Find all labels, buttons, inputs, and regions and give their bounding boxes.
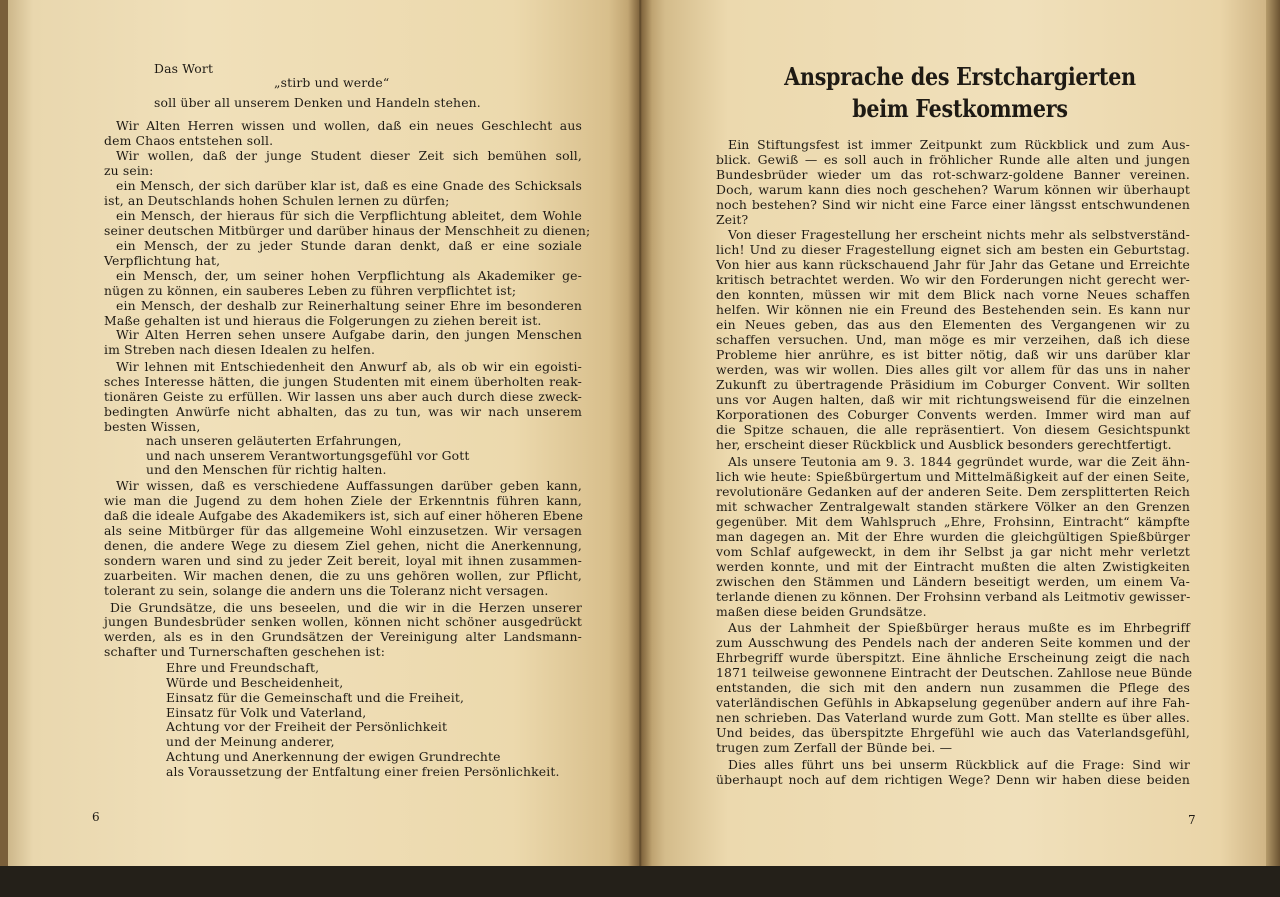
right-text-line: revolutionäre Gedanken auf der anderen Seite. Dem zersplitterten Reich [716,484,1190,499]
left-text-line: zuarbeiten. Wir machen denen, die zu uns gehören wollen, zur Pflicht, [104,568,582,583]
left-text-line: Die Grundsätze, die uns beseelen, und die wir in die Herzen unserer [110,600,582,615]
right-text-line: werden konnte, und mit der Eintracht mußten die alten Zwistigkeiten [716,559,1190,574]
right-text-line: maßen diese beiden Grundsätze. [716,604,927,619]
left-text-line: Einsatz für die Gemeinschaft und die Freiheit, [166,690,465,705]
right-text-line: lich! Und zu dieser Fragestellung eignet sich am besten ein Geburtstag. [716,242,1190,257]
left-text-line: und den Menschen für richtig halten. [146,462,387,477]
left-text-line: besten Wissen, [104,419,201,434]
right-text-line: gegenüber. Mit dem Wahlspruch „Ehre, Frohsinn, Eintracht“ kämpfte [716,514,1190,529]
right-text-line: Ehrbegriff wurde überspitzt. Eine ähnliche Erscheinung zeigt die nach [716,650,1190,665]
page-number-right: 7 [1188,813,1196,827]
right-text-line: Aus der Lahmheit der Spießbürger heraus mußte es im Ehrbegriff [728,620,1190,635]
left-text-line: Achtung vor der Freiheit der Persönlichkeit [166,719,448,734]
right-text-line: kritisch betrachtet werden. Wo wir den Forderungen nicht gerecht wer- [716,272,1190,287]
right-text-line: die Spitze schauen, die alle repräsentiert. Von diesem Gesichtspunkt [716,422,1190,437]
right-text-line: blick. Gewiß — es soll auch in fröhlicher Runde alle alten und jungen [716,152,1190,167]
left-text-line: sches Interesse hätten, die jungen Studenten mit einem überholten reak- [104,374,582,389]
right-text-line: Als unsere Teutonia am 9. 3. 1844 gegründet wurde, war die Zeit ähn- [728,454,1190,469]
right-text-line: man dagegen an. Mit der Ehre wurden die gleichgültigen Spießbürger [716,529,1190,544]
article-title-line-1: Ansprache des Erstchargierten [784,62,1136,91]
article-title-line-2: beim Festkommers [852,94,1068,123]
right-text-line: nen schrieben. Das Vaterland wurde zum Gott. Man stellte es über alles. [716,710,1190,725]
left-text-line: seiner deutschen Mitbürger und darüber hinaus der Menschheit zu dienen; [104,223,591,238]
book-gutter [628,0,652,868]
left-text-line: bedingten Anwürfe nicht abhalten, das zu tun, was wir nach unserem [104,404,582,419]
left-text-line: werden, als es in den Grundsätzen der Vereinigung alter Landsmann- [104,629,582,644]
left-text-line: Achtung und Anerkennung der ewigen Grundrechte [166,749,501,764]
right-text-line: uns vor Augen halten, daß wir mit richtungsweisend für die einzelnen [716,392,1190,407]
left-text-line: im Streben nach diesen Idealen zu helfen. [104,342,376,357]
left-text-line: Ehre und Freundschaft, [166,660,320,675]
right-text-line: 1871 teilweise gewonnene Eintracht der Deutschen. Zahllose neue Bünde [716,665,1193,680]
right-text-line: den konnten, müssen wir mit dem Blick nach vorne Neues schaffen [716,287,1190,302]
left-text-line: soll über all unserem Denken und Handeln stehen. [154,95,481,110]
right-text-line: Zeit? [716,212,749,227]
right-text-line: terlande dienen zu können. Der Frohsinn verband als Leitmotiv gewisser- [716,589,1191,604]
left-text-line: und der Meinung anderer, [166,734,335,749]
right-text-line: zwischen den Stämmen und Ländern beseitigt werden, um einem Va- [716,574,1190,589]
left-text-line: daß die ideale Aufgabe des Akademikers ist, sich auf einer höheren Ebene [104,508,584,523]
right-text-line: vom Schlaf aufgeweckt, in dem ihr Selbst ja gar nicht mehr verletzt [716,544,1190,559]
left-text-line: Wir wollen, daß der junge Student dieser Zeit sich bemühen soll, [116,148,582,163]
left-text-line: „stirb und werde“ [274,75,390,90]
right-text-line: überhaupt noch auf dem richtigen Wege? Denn wir haben diese beiden [716,772,1190,787]
left-text-line: und nach unserem Verantwortungsgefühl vor Gott [146,448,470,463]
left-text-line: ein Mensch, der sich darüber klar ist, daß es eine Gnade des Schicksals [116,178,582,193]
left-text-line: ein Mensch, der hieraus für sich die Verpflichtung ableitet, dem Wohle [116,208,582,223]
left-text-line: als seine Mitbürger für das allgemeine Wohl einzusetzen. Wir versagen [104,523,582,538]
left-text-line: Einsatz für Volk und Vaterland, [166,705,367,720]
left-text-line: Maße gehalten ist und hieraus die Folgerungen zu ziehen bereit ist. [104,313,542,328]
left-text-line: schafter und Turnerschaften geschehen ist: [104,644,386,659]
right-text-line: Zukunft zu übertragende Präsidium im Coburger Convent. Wir sollten [716,377,1190,392]
right-text-line: trugen zum Zerfall der Bünde bei. — [716,740,953,755]
left-text-line: ein Mensch, der deshalb zur Reinerhaltung seiner Ehre im besonderen [116,298,582,313]
left-text-line: denen, die andere Wege zu diesem Ziel gehen, nicht die Anerkennung, [104,538,582,553]
right-text-line: mit schwacher Zentralgewalt standen stärkere Völker an den Grenzen [716,499,1190,514]
left-text-line: sondern waren und sind zu jeder Zeit bereit, loyal mit ihnen zusammen- [104,553,582,568]
right-text-line: zum Ausschwung des Pendels nach der anderen Seite kommen und der [716,635,1190,650]
left-text-line: ein Mensch, der, um seiner hohen Verpflichtung als Akademiker ge- [116,268,582,283]
left-text-line: dem Chaos entstehen soll. [104,133,274,148]
right-text-line: Ein Stiftungsfest ist immer Zeitpunkt zum Rückblick und zum Aus- [728,137,1190,152]
right-text-line: Von dieser Fragestellung her erscheint nichts mehr als selbstverständ- [728,227,1190,242]
right-text-line: helfen. Wir können nie ein Freund des Bestehenden sein. Es kann nur [716,302,1190,317]
right-text-line: ein Neues geben, das aus den Elementen des Vergangenen wir zu [716,317,1190,332]
right-text-line: Dies alles führt uns bei unserm Rückblick auf die Frage: Sind wir [728,757,1190,772]
book-edge-right [1266,0,1280,868]
right-text-line: her, erscheint dieser Rückblick und Ausblick besonders gerechtfertigt. [716,437,1172,452]
left-text-line: Wir wissen, daß es verschiedene Auffassungen darüber geben kann, [116,478,582,493]
left-text-line: ist, an Deutschlands hohen Schulen lernen zu dürfen; [104,193,450,208]
left-text-line: ein Mensch, der zu jeder Stunde daran denkt, daß er eine soziale [116,238,582,253]
background-band [0,866,1280,897]
right-text-line: Probleme hier anrühre, es ist bitter nötig, daß wir uns darüber klar [716,347,1190,362]
left-text-line: jungen Bundesbrüder senken wollen, können nicht schöner ausgedrückt [104,614,582,629]
right-text-line: Bundesbrüder wieder um das rot-schwarz-goldene Banner vereinen. [716,167,1190,182]
left-text-line: nügen zu können, ein sauberes Leben zu führen verpflichtet ist; [104,283,517,298]
right-text-line: noch bestehen? Sind wir nicht eine Farce einer längsst entschwundenen [716,197,1190,212]
right-text-line: Doch, warum kann dies noch geschehen? Warum können wir überhaupt [716,182,1190,197]
right-text-line: Korporationen des Coburger Convents werden. Immer wird man auf [716,407,1190,422]
left-text-line: Das Wort [154,61,214,76]
left-text-line: als Voraussetzung der Entfaltung einer freien Persönlichkeit. [166,764,560,779]
left-text-line: tionären Geiste zu erfüllen. Wir lassen uns aber auch durch diese zweck- [104,389,582,404]
right-text-line: entstanden, die sich mit den andern nun zusammen die Pflege des [716,680,1190,695]
left-text-line: Wir lehnen mit Entschiedenheit den Anwurf ab, als ob wir ein egoisti- [116,359,582,374]
right-text-line: schaffen versuchen. Und, man möge es mir verzeihen, daß ich diese [716,332,1190,347]
left-text-line: Verpflichtung hat, [104,253,221,268]
left-text-line: Wir Alten Herren wissen und wollen, daß ein neues Geschlecht aus [116,118,582,133]
left-text-line: Würde und Bescheidenheit, [166,675,344,690]
right-text-line: vaterländischen Gefühls in Abkapselung gegenüber andern auf ihre Fah- [716,695,1190,710]
page-number-left: 6 [92,810,100,824]
right-text-line: lich wie heute: Spießbürgertum und Mittelmäßigkeit auf der einen Seite, [716,469,1190,484]
left-text-line: Wir Alten Herren sehen unsere Aufgabe darin, den jungen Menschen [116,327,582,342]
right-text-line: Und beides, das überspitzte Ehrgefühl wie auch das Vaterlandsgefühl, [716,725,1190,740]
left-text-line: nach unseren geläuterten Erfahrungen, [146,433,402,448]
left-text-line: tolerant zu sein, solange die andern uns die Toleranz nicht versagen. [104,583,549,598]
left-text-line: zu sein: [104,163,154,178]
right-text-line: Von hier aus kann rückschauend Jahr für Jahr das Getane und Erreichte [716,257,1190,272]
left-text-line: wie man die Jugend zu dem hohen Ziele der Erkenntnis führen kann, [104,493,582,508]
right-text-line: werden, was wir wollen. Dies alles gilt vor allem für das uns in naher [716,362,1190,377]
